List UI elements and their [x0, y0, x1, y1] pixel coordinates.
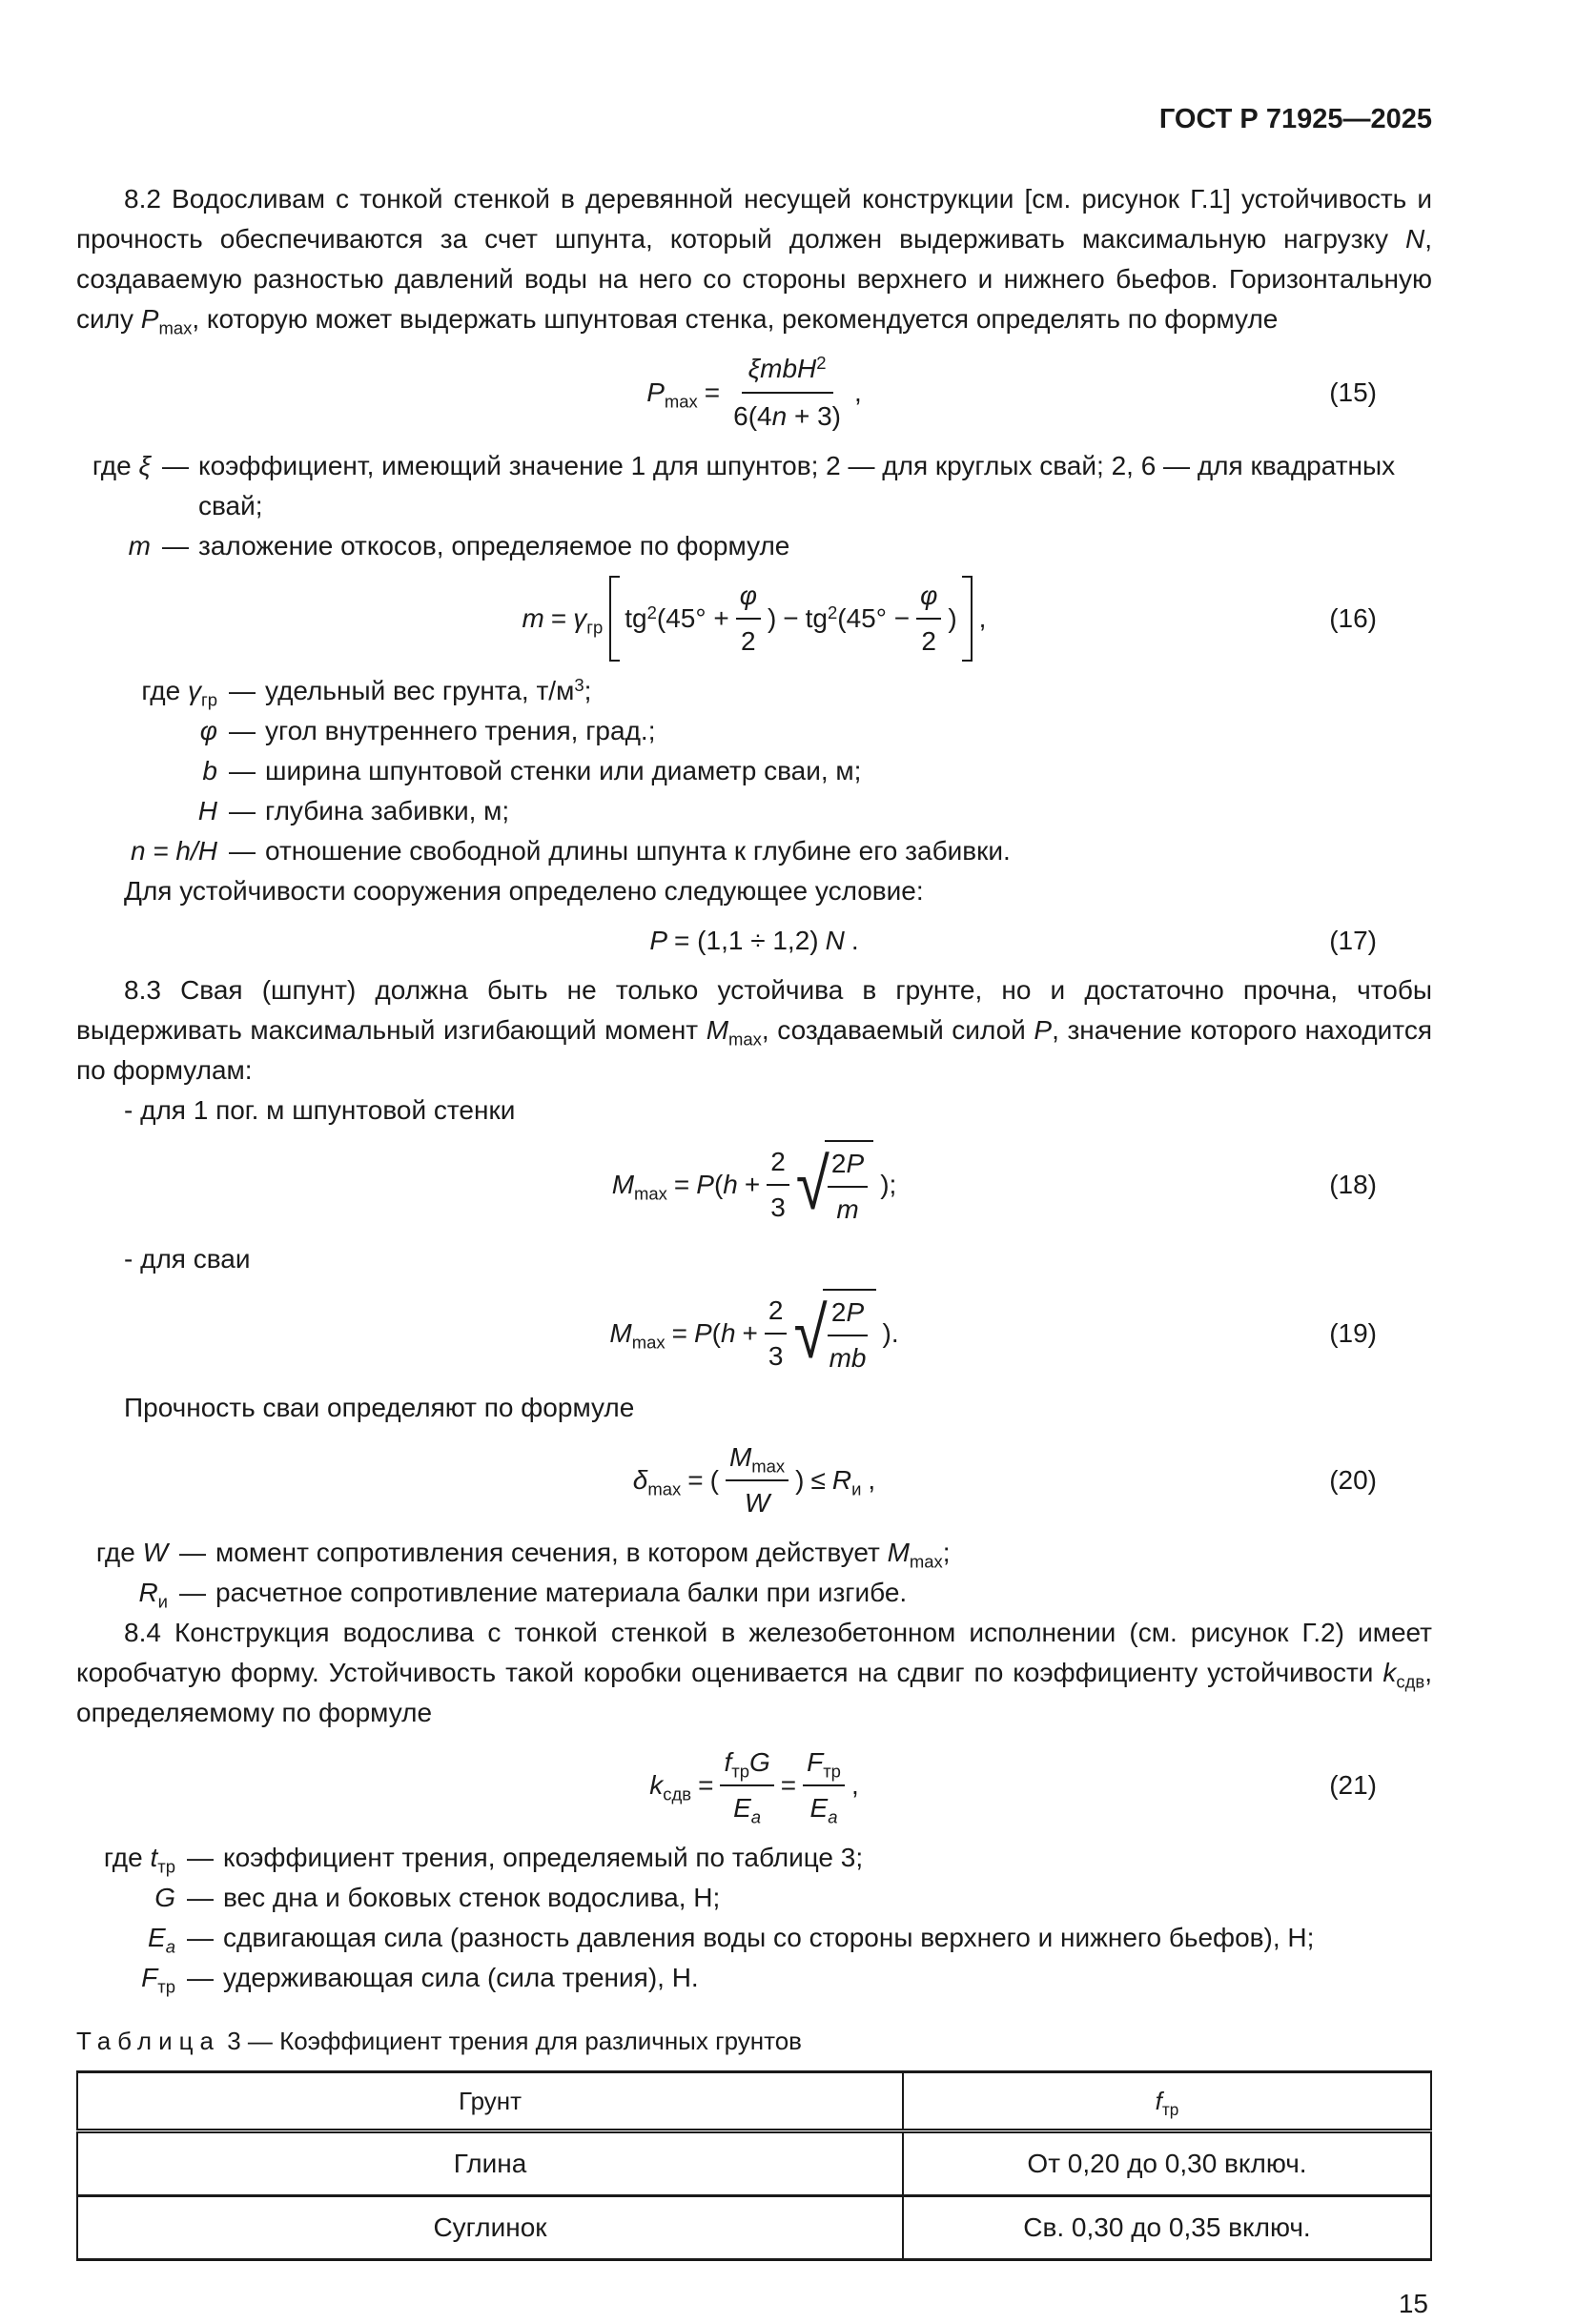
- where-E-term: [76, 1918, 175, 1958]
- var-P: P: [1034, 1015, 1053, 1045]
- em-dash: —: [187, 1843, 214, 1872]
- f19-tail-group: [883, 1314, 899, 1354]
- f18-three: 3: [770, 1193, 786, 1222]
- where-n-definition: отношение свободной длины шпунта к глубине его забивки.: [265, 836, 1011, 866]
- tg-1-sup: 2: [646, 601, 657, 622]
- f19-P: P: [693, 1318, 712, 1348]
- phi-den-1: 2: [741, 626, 756, 656]
- f18-P: P: [696, 1170, 714, 1199]
- formula-20-number: (20): [1329, 1465, 1377, 1495]
- var-m: m: [128, 531, 151, 561]
- formula-19-body: [609, 1289, 898, 1378]
- f21-den-2: [807, 1786, 842, 1828]
- table-caption-number: 3: [227, 2027, 241, 2055]
- var-E: E: [809, 1793, 829, 1823]
- var-n-h-H: n = h/H: [130, 836, 217, 866]
- var-F-sub: тр: [823, 1761, 841, 1782]
- standard-code-header: ГОСТ Р 71925—2025: [1158, 104, 1432, 134]
- formula-21-body: [649, 1743, 858, 1828]
- f20-comma: ,: [868, 1465, 876, 1495]
- f19-radicand-frac: [826, 1293, 870, 1378]
- var-E-sub: a: [165, 1936, 175, 1957]
- where-phi-definition: угол внутреннего трения, град.;: [265, 716, 656, 745]
- var-E-sub: a: [828, 1806, 838, 1827]
- f19-lhs: [609, 1314, 665, 1354]
- f19-M: M: [609, 1318, 632, 1348]
- var-phi: φ: [199, 716, 217, 745]
- formula-15-body: [646, 349, 862, 437]
- var-f: f: [1155, 2087, 1162, 2115]
- var-t: t: [150, 1843, 158, 1872]
- var-b: b: [202, 756, 217, 785]
- var-R: R: [138, 1578, 158, 1607]
- table-caption-text: — Коэффициент трения для различных грунтов: [247, 2027, 802, 2055]
- where-F-definition: удерживающая сила (сила трения), Н.: [223, 1963, 699, 1992]
- stability-condition-line: Для устойчивости сооружения определено следующее условие:: [124, 876, 924, 906]
- f20-close-paren: ): [795, 1465, 805, 1495]
- f18-open-paren: (: [713, 1170, 724, 1199]
- var-F-sub: тр: [157, 1976, 175, 1997]
- formula-17: [76, 921, 1432, 961]
- formula-16: [76, 576, 1432, 662]
- where-phi-row: [76, 711, 1432, 751]
- f20-lhs: [633, 1460, 681, 1500]
- f15-tail: ,: [854, 377, 862, 407]
- f20-M-sub: max: [751, 1456, 786, 1477]
- where-gamma-row: [76, 671, 1432, 711]
- f17-mid: = (1,1 ÷ 1,2): [674, 926, 819, 955]
- var-F: F: [141, 1963, 158, 1992]
- var-W: W: [142, 1538, 168, 1567]
- formula-15: [76, 349, 1432, 437]
- var-phi-1: φ: [736, 576, 761, 620]
- clause-8-3-text-3: , значение которого находится по формулам:: [76, 1015, 1432, 1085]
- clause-8-4-text-1: 8.4 Конструкция водослива с тонкой стенкой в железобетонном исполнении (см. рисунок Г.2) имеет коробчатую форму. Устойчивость такой коробки оценивается на сдвиг по коэффициенту устойчивости: [76, 1618, 1432, 1687]
- clause-8-2-text-2: , создаваемую разностью давлений воды на него со стороны верхнего и нижнего бьефов. Горизонтальную силу: [76, 224, 1432, 334]
- f21-k-sub: сдв: [663, 1784, 692, 1804]
- f16-phi-frac-1: [736, 576, 761, 662]
- formula-19-number: (19): [1329, 1318, 1377, 1348]
- gamma-def-text: удельный вес грунта, т/м: [265, 676, 575, 705]
- f19-open-paren: (: [711, 1318, 721, 1348]
- var-M: M: [887, 1538, 910, 1567]
- table-row: [77, 2131, 1431, 2196]
- radical-sign: √: [793, 1292, 828, 1374]
- f18-rad-den: m: [836, 1194, 859, 1224]
- var-P: P: [140, 304, 159, 334]
- minus-sign: −: [783, 603, 799, 633]
- f21-den-1: [729, 1786, 765, 1828]
- f19-rad-2: 2: [830, 1297, 847, 1327]
- f21-num-2: [803, 1743, 845, 1786]
- f16-open-1: (45° +: [656, 603, 729, 633]
- f18-close-paren: ): [880, 1170, 890, 1199]
- var-F: F: [807, 1747, 824, 1777]
- clause-8-4-paragraph: [76, 1613, 1432, 1733]
- var-E: E: [148, 1923, 166, 1952]
- f15-fraction: [727, 349, 848, 437]
- f18-M-sub: max: [634, 1183, 667, 1204]
- var-f-sub: тр: [731, 1761, 749, 1782]
- f21-comma: ,: [850, 1770, 859, 1800]
- where-gamma-term: [76, 671, 217, 711]
- right-square-bracket: [962, 576, 973, 662]
- f18-radicand: [825, 1140, 873, 1230]
- formula-15-number: (15): [1329, 377, 1377, 407]
- f19-rad-num: [828, 1293, 868, 1336]
- where-E-row: [76, 1918, 1432, 1958]
- f16-gamma: [573, 599, 603, 639]
- f18-radicand-frac: [828, 1144, 868, 1230]
- f15-num-vars: ξmbH: [748, 354, 817, 383]
- f15-P-sub: max: [664, 391, 698, 412]
- where-b-definition: ширина шпунтовой стенки или диаметр сваи, м;: [265, 756, 862, 785]
- where-xi-row: [76, 446, 1432, 526]
- var-gamma-sub: гр: [200, 689, 217, 710]
- f21-equals-1: =: [698, 1770, 714, 1800]
- f17-P: P: [649, 926, 668, 955]
- f16-bracket-group: [609, 576, 972, 662]
- where-G-definition: вес дна и боковых стенок водослива, Н;: [223, 1883, 721, 1912]
- left-square-bracket: [609, 576, 620, 662]
- table-header-row: [77, 2072, 1431, 2131]
- f21-k: k: [649, 1770, 664, 1800]
- where-xi-term: [76, 446, 151, 486]
- where-W-definition: [215, 1533, 1432, 1573]
- f17-period: .: [850, 926, 859, 955]
- f19-M-sub: max: [631, 1332, 666, 1353]
- f18-M: M: [611, 1170, 635, 1199]
- where-b-row: [76, 751, 1432, 791]
- f20-W: W: [744, 1488, 770, 1518]
- W-def-text: момент сопротивления сечения, в котором действует: [215, 1538, 888, 1567]
- em-dash: —: [179, 1538, 206, 1567]
- var-H: H: [197, 796, 217, 826]
- tg-1: tg: [625, 603, 647, 633]
- bullet-sheet-pile-wall: - для 1 пог. м шпунтовой стенки: [124, 1095, 516, 1125]
- f21-num-1: [720, 1743, 773, 1786]
- var-G: G: [154, 1883, 175, 1912]
- cell-ground-clay: Глина: [77, 2131, 903, 2196]
- f19-sqrt: [793, 1289, 875, 1378]
- f19-two: 2: [765, 1291, 788, 1335]
- f19-rad-P: P: [846, 1297, 865, 1327]
- f19-close-paren: ): [882, 1318, 891, 1348]
- radical-sign: √: [795, 1143, 829, 1225]
- column-header-f-tr: [903, 2072, 1431, 2131]
- where-R-term: [76, 1573, 168, 1613]
- f21-fraction-2: [803, 1743, 845, 1828]
- f15-lhs: [646, 373, 698, 413]
- table-3-caption: [76, 2021, 1432, 2061]
- where-m-definition: заложение откосов, определяемое по формуле: [198, 531, 790, 561]
- f16-open-2: (45° −: [837, 603, 911, 633]
- where-word: где: [103, 1843, 151, 1872]
- formula-21: [76, 1743, 1432, 1828]
- f18-rad-2: 2: [830, 1149, 847, 1178]
- pile-strength-line: Прочность сваи определяют по формуле: [124, 1393, 635, 1422]
- f21-fraction-1: [720, 1743, 773, 1828]
- W-def-tail: ;: [942, 1538, 951, 1567]
- clause-8-3-text-1: 8.3 Свая (шпунт) должна быть не только устойчива в грунте, но и достаточно прочна, чтобы выдерживать максимальный изгибающий момент: [76, 975, 1432, 1045]
- formula-21-number: (21): [1329, 1770, 1377, 1800]
- where-word: где: [92, 451, 139, 480]
- gamma-def-tail: ;: [584, 676, 592, 705]
- f15-equals: =: [704, 377, 721, 407]
- em-dash: —: [187, 1923, 214, 1952]
- em-dash: —: [162, 531, 189, 561]
- f19-three: 3: [768, 1341, 784, 1371]
- var-f-sub: тр: [1161, 2100, 1179, 2119]
- f20-delta: δ: [632, 1465, 648, 1495]
- var-R: R: [831, 1465, 852, 1495]
- f16-inner: [625, 576, 956, 662]
- clause-8-2-text-1: 8.2 Водосливам с тонкой стенкой в деревянной несущей конструкции [см. рисунок Г.1] устойчивость и прочность обеспечиваются за счет шпунта, который должен выдерживать максимальную нагрузку: [76, 184, 1432, 254]
- f16-m: m: [522, 603, 544, 633]
- formula-20: [76, 1437, 1432, 1523]
- f19-two-thirds: [765, 1291, 788, 1376]
- where-W-term: [76, 1533, 168, 1573]
- where-R-definition: расчетное сопротивление материала балки при изгибе.: [215, 1578, 908, 1607]
- friction-coefficient-table: [76, 2070, 1432, 2261]
- var-gamma: γ: [573, 603, 587, 633]
- f15-num-sup: 2: [816, 352, 827, 373]
- f20-equals: =: [687, 1465, 704, 1495]
- f16-tg2: [806, 599, 910, 639]
- f18-semicolon: ;: [889, 1170, 897, 1199]
- where-n-row: [76, 831, 1432, 871]
- var-R-sub: и: [851, 1478, 862, 1499]
- where-R-row: [76, 1573, 1432, 1613]
- f19-equals: =: [671, 1318, 687, 1348]
- cell-ground-loam: Суглинок: [77, 2196, 903, 2260]
- clause-8-3-text-2: , создаваемый силой: [761, 1015, 1034, 1045]
- f15-denominator: [727, 394, 848, 437]
- em-dash: —: [187, 1963, 214, 1992]
- cell-value-clay: От 0,20 до 0,30 включ.: [903, 2131, 1431, 2196]
- formula-18-body: [612, 1140, 897, 1230]
- f19-P-open: [694, 1314, 736, 1354]
- var-P-sub: max: [158, 317, 193, 338]
- em-dash: —: [179, 1578, 206, 1607]
- less-equal-sign: ≤: [810, 1465, 826, 1495]
- where-word: где: [95, 1538, 143, 1567]
- where-H-definition: глубина забивки, м;: [265, 796, 510, 826]
- f20-numerator: [726, 1437, 788, 1481]
- f16-close-1: ): [767, 603, 777, 633]
- var-phi-2: φ: [916, 576, 941, 620]
- f18-two: 2: [767, 1142, 789, 1186]
- where-t-row: [76, 1838, 1432, 1878]
- f15-P: P: [646, 377, 665, 407]
- f15-numerator: [742, 349, 833, 394]
- bullet-pile: - для сваи: [124, 1244, 251, 1274]
- f20-open-paren: (: [709, 1465, 719, 1495]
- em-dash: —: [187, 1883, 214, 1912]
- f16-tg1: [625, 599, 728, 639]
- f15-den-b: + 3): [787, 401, 841, 431]
- formula-17-body: [649, 921, 858, 961]
- f18-rad-num: [828, 1144, 868, 1188]
- var-M-sub: max: [909, 1551, 943, 1572]
- var-f: f: [724, 1747, 732, 1777]
- clause-8-2-text-3: , которую может выдержать шпунтовая стенка, рекомендуется определять по формуле: [192, 304, 1279, 334]
- var-k: k: [1382, 1658, 1397, 1687]
- formula-19: [76, 1289, 1432, 1378]
- f20-R: [832, 1460, 862, 1500]
- formula-17-number: (17): [1329, 926, 1377, 955]
- em-dash: —: [229, 756, 256, 785]
- where-G-row: [76, 1878, 1432, 1918]
- phi-den-2: 2: [921, 626, 936, 656]
- where-xi-definition: коэффициент, имеющий значение 1 для шпунтов; 2 — для круглых свай; 2, 6 — для квадратных свай;: [198, 451, 1396, 520]
- clause-8-3-paragraph: [76, 970, 1432, 1091]
- var-E-sub: a: [750, 1806, 762, 1827]
- var-M: M: [706, 1015, 729, 1045]
- f19-rad-den: mb: [829, 1343, 867, 1373]
- cubed-sup: 3: [574, 674, 584, 695]
- where-t-definition: коэффициент трения, определяемый по таблице 3;: [223, 1843, 864, 1872]
- em-dash: —: [229, 676, 256, 705]
- f17-N: N: [825, 926, 845, 955]
- var-gamma: γ: [187, 676, 201, 705]
- f18-sqrt: [796, 1140, 873, 1230]
- f19-period: .: [891, 1318, 899, 1348]
- var-E: E: [733, 1793, 751, 1823]
- f20-delta-sub: max: [647, 1478, 682, 1499]
- f15-den-a: 6(4: [733, 401, 772, 431]
- f18-P-open: [696, 1165, 738, 1205]
- cell-value-loam: Св. 0,30 до 0,35 включ.: [903, 2196, 1431, 2260]
- where-F-term: [76, 1958, 175, 1998]
- var-G: G: [748, 1747, 770, 1777]
- em-dash: —: [229, 716, 256, 745]
- where-F-row: [76, 1958, 1432, 1998]
- f18-equals: =: [673, 1170, 690, 1199]
- f18-tail-group: [880, 1165, 896, 1205]
- var-t-sub: тр: [157, 1856, 175, 1877]
- formula-16-body: [522, 576, 987, 662]
- table-row: [77, 2196, 1431, 2260]
- clause-8-2-paragraph: [76, 179, 1432, 339]
- formula-18-number: (18): [1329, 1170, 1377, 1199]
- var-gamma-sub: гр: [586, 617, 604, 638]
- f18-lhs: [612, 1165, 667, 1205]
- column-header-ground: Грунт: [77, 2072, 903, 2131]
- f16-equals: =: [550, 603, 567, 633]
- var-M-sub: max: [728, 1029, 762, 1050]
- page-number: 15: [1398, 2289, 1428, 2318]
- formula-16-number: (16): [1329, 603, 1377, 633]
- where-m-row: [76, 526, 1432, 566]
- em-dash: —: [229, 796, 256, 826]
- plus-sign: +: [742, 1318, 758, 1348]
- f18-h: h: [723, 1170, 738, 1199]
- where-H-row: [76, 791, 1432, 831]
- f18-two-thirds: [767, 1142, 789, 1228]
- f15-den-n: n: [771, 401, 788, 431]
- where-gamma-definition: [265, 671, 1432, 711]
- f20-fraction: [726, 1437, 788, 1523]
- clause-8-4-text-2: , определяемому по формуле: [76, 1658, 1432, 1727]
- f16-tail: ,: [978, 603, 987, 633]
- formula-20-body: [633, 1437, 875, 1523]
- f20-M: M: [728, 1442, 752, 1472]
- f18-rad-P: P: [846, 1149, 865, 1178]
- var-N: N: [1404, 224, 1425, 254]
- where-E-definition: сдвигающая сила (разность давления воды со стороны верхнего и нижнего бьефов), Н;: [223, 1923, 1315, 1952]
- where-t-term: [76, 1838, 175, 1878]
- f16-close-2: ): [948, 603, 957, 633]
- f16-phi-frac-2: [916, 576, 941, 662]
- formula-18: [76, 1140, 1432, 1230]
- var-k-sub: сдв: [1396, 1671, 1425, 1692]
- where-word: где: [141, 676, 188, 705]
- where-W-row: [76, 1533, 1432, 1573]
- f19-radicand: [823, 1289, 876, 1378]
- table-caption-word: Таблица: [76, 2027, 220, 2055]
- plus-sign: +: [744, 1170, 761, 1199]
- var-xi: ξ: [138, 451, 151, 480]
- f21-lhs: [649, 1765, 691, 1805]
- em-dash: —: [162, 451, 189, 480]
- em-dash: —: [229, 836, 256, 866]
- f21-equals-2: =: [780, 1770, 797, 1800]
- tg-2: tg: [805, 603, 828, 633]
- f19-h: h: [720, 1318, 736, 1348]
- var-R-sub: и: [157, 1591, 168, 1612]
- tg-2-sup: 2: [828, 601, 838, 622]
